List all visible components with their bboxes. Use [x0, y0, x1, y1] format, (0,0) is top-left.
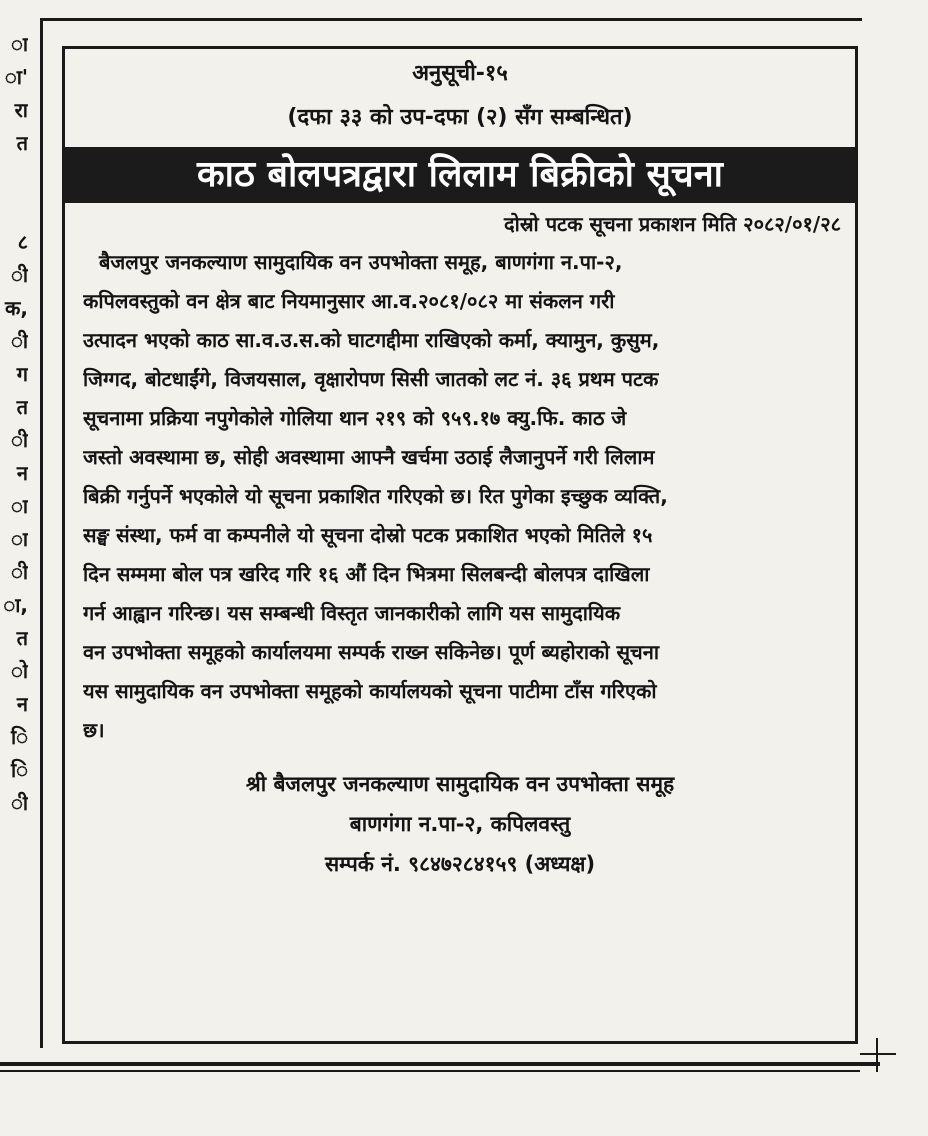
- adjacent-column-fragment: त: [16, 131, 28, 155]
- publish-date: दोस्रो पटक सूचना प्रकाशन मिति २०८२/०१/२८: [504, 212, 841, 236]
- adjacent-column-fragment: ा': [4, 65, 28, 89]
- adjacent-column-fragment: न: [16, 692, 28, 716]
- adjacent-column-fragment: ी: [10, 263, 28, 287]
- adjacent-column-fragment: क,: [5, 296, 28, 320]
- adjacent-column-fragment: ि: [10, 725, 28, 749]
- adjacent-column-fragment: ी: [10, 329, 28, 353]
- adjacent-column-fragment: ि: [10, 758, 28, 782]
- top-rule: [40, 18, 862, 21]
- notice-box: [62, 46, 858, 1044]
- notice-body-line: छ।: [83, 718, 105, 742]
- notice-body-line: जिग्गद, बोटधाईंगे, विजयसाल, वृक्षारोपण सिसी जातको लट नं. ३६ प्रथम पटक: [83, 367, 659, 391]
- notice-body-line: वन उपभोक्ता समूहको कार्यालयमा सम्पर्क राख्न सकिनेछ। पूर्ण ब्यहोराको सूचना: [83, 640, 660, 664]
- notice-body-line: उत्पादन भएको काठ सा.व.उ.स.को घाटगद्दीमा राखिएको कर्मा, क्यामुन, कुसुम,: [83, 328, 660, 352]
- notice-body-line: सङ्घ संस्था, फर्म वा कम्पनीले यो सूचना दोस्रो पटक प्रकाशित भएको मितिले १५: [83, 523, 653, 547]
- notice-body-line: बैजलपुर जनकल्याण सामुदायिक वन उपभोक्ता समूह, बाणगंगा न.पा-२,: [99, 250, 623, 274]
- adjacent-column-fragment: ा: [10, 32, 28, 56]
- adjacent-column-fragment: त: [16, 626, 28, 650]
- adjacent-column-fragment: त: [16, 395, 28, 419]
- notice-body: [65, 239, 855, 750]
- section-reference: (दफा ३३ को उप-दफा (२) सँग सम्बन्धित): [287, 105, 633, 130]
- adjacent-column-fragment: [0, 193, 28, 226]
- notice-body-line: यस सामुदायिक वन उपभोक्ता समूहको कार्यालयको सूचना पाटीमा टाँस गरिएको: [83, 679, 657, 703]
- signature-address: बाणगंगा न.पा-२, कपिलवस्तु: [349, 812, 571, 836]
- left-column-rule: [40, 18, 43, 1048]
- notice-body-line: गर्न आह्वान गरिन्छ। यस सम्बन्धी विस्तृत जानकारीको लागि यस सामुदायिक: [83, 601, 621, 625]
- schedule-label: अनुसूची-१५: [412, 61, 508, 86]
- signature-contact: सम्पर्क नं. ९८४७२८४१५९ (अध्यक्ष): [324, 852, 596, 876]
- adjacent-column-fragment: ी: [10, 560, 28, 584]
- notice-body-line: जस्तो अवस्थामा छ, सोही अवस्थामा आफ्नै खर्चमा उठाई लैजानुपर्ने गरी लिलाम: [83, 445, 655, 469]
- notice-body-line: दिन सम्ममा बोल पत्र खरिद गरि १६ औं दिन भित्रमा सिलबन्दी बोलपत्र दाखिला: [83, 562, 650, 586]
- adjacent-column-fragment: ो: [10, 659, 28, 683]
- adjacent-column-fragment: [0, 160, 28, 193]
- notice-body-line: बिक्री गर्नुपर्ने भएकोले यो सूचना प्रकाशित गरिएको छ। रित पुगेका इच्छुक व्यक्ति,: [83, 484, 668, 508]
- signature-org: श्री बैजलपुर जनकल्याण सामुदायिक वन उपभोक्ता समूह: [245, 772, 675, 796]
- notice-body-line: कपिलवस्तुको वन क्षेत्र बाट नियमानुसार आ.व.२०८१/०८२ मा संकलन गरी: [83, 289, 615, 313]
- adjacent-column-fragment: ग: [16, 362, 28, 386]
- adjacent-column-fragment: ा: [10, 494, 28, 518]
- bottom-rule-thin: [0, 1070, 860, 1072]
- adjacent-column-fragment: न: [16, 461, 28, 485]
- notice-body-line: सूचनामा प्रक्रिया नपुगेकोले गोलिया थान २१९ को ९५९.१७ क्यु.फि. काठ जे: [83, 406, 627, 430]
- notice-title-banner: काठ बोलपत्रद्वारा लिलाम बिक्रीको सूचना: [65, 147, 855, 203]
- bottom-rule: [0, 1062, 880, 1066]
- adjacent-column-fragment: रा: [14, 98, 28, 122]
- adjacent-column-fragment: ी: [10, 428, 28, 452]
- adjacent-column-fragment: ा: [10, 527, 28, 551]
- signature-block: [65, 764, 855, 884]
- adjacent-column-fragment: ८: [17, 230, 28, 254]
- crop-mark: [876, 1038, 878, 1072]
- crop-mark: [860, 1053, 896, 1055]
- adjacent-column-fragments: [0, 28, 28, 820]
- adjacent-column-fragment: ा,: [3, 593, 28, 617]
- adjacent-column-fragment: ी: [10, 791, 28, 815]
